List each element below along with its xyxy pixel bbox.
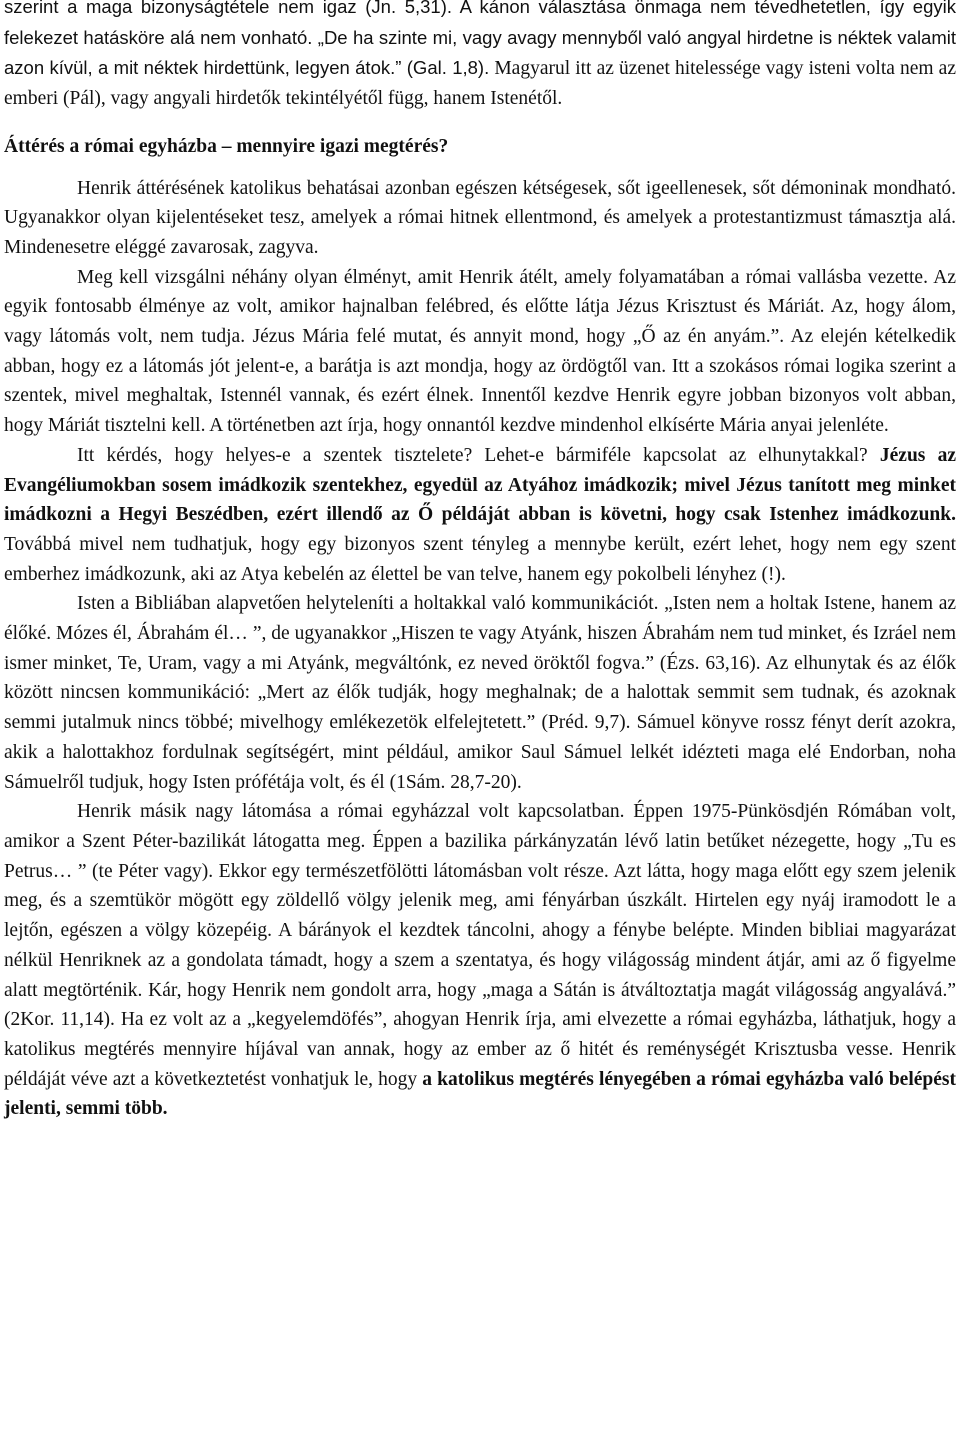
paragraph-saints-continuation: Továbbá mivel nem tudhatjuk, hogy egy bizonyos szent tényleg a mennybe került, ezért lehet, hogy nem egy szent emberhez imádkozunk, aki az Atya kebelén az élettel be van telve, hanem egy pokolbeli lényhez (!). [4,533,956,585]
paragraph-second-vision-text: Henrik másik nagy látomása a római egyházzal volt kapcsolatban. Éppen 1975-Pünkösdjén Rómában volt, amikor a Szent Péter-bazilikát látogatta meg. Éppen a bazilika párkányzatán lévő latin betűket nézegette, hogy „Tu es Petrus… ” (te Péter vagy). Ekkor egy természetfölötti látomásban volt része. Azt látta, hogy maga előtt egy szem jelenik meg, és a szemtükör mögött egy zöldellő völgy jelenik meg, ami fényárban úszkált. Hirtelen egy nyáj iramodott le a lejtőn, egészen a völgy közepéig. A bárányok el kezdtek táncolni, ahogy a fénybe belépte. Minden bibliai magyarázat nélkül Henriknek az a gondolata támadt, hogy a szem a szentatya, és hogy világosság mindent átjár, ami az ő figyelme alatt megtörténik. Kár, hogy Henrik nem gondolt arra, hogy „maga a Sátán is átváltoztatja magát világosság angyalává.” (2Kor. 11,14). Ha ez volt az a „kegyelemdöfés”, ahogyan Henrik írja, ami elvezette a római egyházba, láthatjuk, hogy a katolikus megtérés mennyire híjával van annak, hogy az ember az ő hitét és reménységét Krisztusba vesse. Henrik példáját véve azt a következtetést vonhatjuk le, hogy [4,801,956,1090]
section-heading: Áttérés a római egyházba – mennyire igazi megtérés? [4,135,449,157]
paragraph-intro-sans-text: szerint a maga bizonyságtétele nem igaz (Jn. 5,31). A kánon választása önmaga nem tévedhetetlen, így egyik felekezet hatásköre alá nem vonható. „De ha szinte mi, vagy avagy mennyből való angyal hirdetne is néktek valamit azon kívül, a mit néktek hirdettünk, legyen átok.” (Gal. 1,8). [4,0,956,79]
paragraph-intro-serif-text: Magyarul itt az üzenet hitelessége vagy isteni volta nem az emberi (Pál), vagy angyali hirdetők tekintélyétől függ, hanem Istenétől. [4,58,956,110]
paragraph-conclusion-bold-text: a katolikus megtérés lényegében a római egyházba való belépést jelenti, semmi több. [4,1068,956,1120]
paragraph-conversion: Henrik áttérésének katolikus behatásai azonban egészen kétségesek, sőt igeellenesek, sőt démoninak mondható. Ugyanakkor olyan kijelentéseket tesz, amelyek a római hitnek ellentmond, és amelyek a protestantizmust támasztja alá. Mindenesetre eléggé zavarosak, zagyva. [4,177,956,258]
paragraph-saints-question [4,441,956,590]
paragraph-saints-question-text: Itt kérdés, hogy helyes-e a szentek tisztelete? Lehet-e bármiféle kapcsolat az elhunytakkal? [77,444,880,466]
paragraph-dead-communication: Isten a Bibliában alapvetően helyteleníti a holtakkal való kommunikációt. „Isten nem a holtak Istene, hanem az élőké. Mózes él, Ábrahám él… ”, de ugyanakkor „Hiszen te vagy Atyánk, hiszen Ábrahám nem tud minket, és Izráel nem ismer minket, Te, Uram, vagy a mi Atyánk, megváltónk, ez neved öröktől fogva.” (Ézs. 63,16). Az elhunytak és az élők között nincsen kommunikáció: „Mert az élők tudják, hogy meghalnak; de a halottak semmit sem tudnak, és azoknak semmi jutalmuk nincs többé; mivelhogy emlékezetök elfelejtetett.” (Préd. 9,7). Sámuel könyve rossz fényt derít azokra, akik a halottakhoz fordulnak segítségért, mint például, amikor Saul Sámuel lelkét idézteti maga elé Endorban, noha Sámuelről tudjuk, hogy Isten prófétája volt, és él (1Sám. 28,7-20). [4,593,956,793]
paragraph-vision-mary: Meg kell vizsgálni néhány olyan élményt, amit Henrik átélt, amely folyamatában a római vallásba vezette. Az egyik fontosabb élménye az volt, amikor hajnalban felébred, és előtte látja Jézus Krisztust és Máriát. Az, hogy álom, vagy látomás volt, nem tudja. Jézus Mária felé mutat, és annyit mond, hogy „Ő az én anyám.”. Az elején kételkedik abban, hogy ez a látomás jót jelent-e, a barátja is azt mondja, hogy az ördögtől van. Itt a szokásos római logika szerint a szentek, mivel meghaltak, Istennél vannak, és ezért élnek. Innentől kezdve Henrik egyre jobban bizonyos volt abban, hogy Máriát tisztelni kell. A történetben azt írja, hogy onnantól kezdve mindenhol elkísérte Mária anyai jelenléte. [4,266,956,437]
paragraph-saints-bold-text: Jézus az Evangéliumokban sosem imádkozik szentekhez, egyedül az Atyához imádkozik; mivel Jézus tanított meg minket imádkozni a Hegyi Beszédben, ezért illendő az Ő példáját abban is követni, hogy csak Istenhez imádkozunk. [4,444,956,526]
paragraph-second-vision [4,797,956,1124]
paragraph-intro [4,0,956,114]
